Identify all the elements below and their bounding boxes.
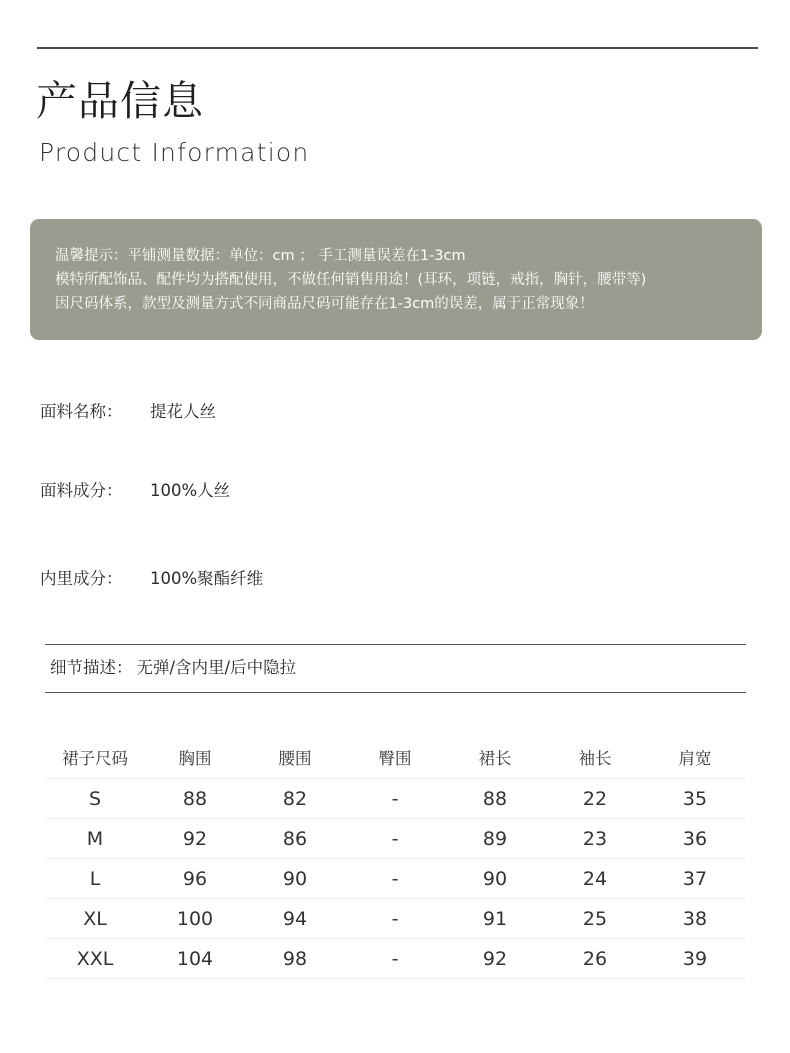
column-header: 腰围 — [278, 749, 312, 768]
table-cell: XXL — [76, 948, 114, 970]
spec-value: 提花人丝 — [150, 402, 216, 421]
column-header: 胸围 — [178, 749, 212, 768]
table-cell: 100 — [176, 908, 214, 930]
table-cell: S — [88, 788, 102, 810]
table-header-row — [45, 740, 746, 779]
table-cell: 24 — [582, 868, 608, 890]
table-cell: 86 — [282, 828, 308, 850]
size-table — [45, 740, 746, 979]
table-cell: 90 — [282, 868, 308, 890]
table-cell: - — [391, 828, 399, 850]
table-cell: L — [89, 868, 101, 890]
column-header: 袖长 — [578, 749, 612, 768]
spec-label: 面料名称： — [40, 402, 123, 421]
table-cell: 88 — [482, 788, 508, 810]
table-cell: - — [391, 908, 399, 930]
notice-line-measurement: 温馨提示：平铺测量数据：单位：cm ； 手工测量误差在1-3cm — [55, 248, 466, 264]
column-header: 臀围 — [378, 749, 412, 768]
table-cell: 37 — [682, 868, 708, 890]
table-cell: - — [391, 788, 399, 810]
table-cell: 88 — [182, 788, 208, 810]
notice-box — [30, 219, 762, 340]
column-header: 肩宽 — [678, 749, 712, 768]
spec-fabric-name — [40, 400, 216, 424]
table-row — [45, 779, 746, 819]
table-row — [45, 859, 746, 899]
page-subtitle: Product Information — [39, 138, 310, 167]
column-header: 裙长 — [478, 749, 512, 768]
table-cell: 98 — [282, 948, 308, 970]
detail-description — [50, 656, 296, 680]
spec-value: 100%聚酯纤维 — [150, 569, 264, 588]
table-cell: 22 — [582, 788, 608, 810]
detail-divider-bottom — [45, 692, 746, 693]
detail-value: 无弹/含内里/后中隐拉 — [136, 658, 297, 677]
table-cell: 96 — [182, 868, 208, 890]
table-cell: 36 — [682, 828, 708, 850]
table-cell: 92 — [182, 828, 208, 850]
table-cell: XL — [83, 908, 107, 930]
table-cell: - — [391, 868, 399, 890]
table-cell: 90 — [482, 868, 508, 890]
page-title: 产品信息 — [36, 77, 204, 125]
table-cell: 26 — [582, 948, 608, 970]
detail-label: 细节描述： — [50, 658, 133, 677]
column-header: 裙子尺码 — [62, 749, 128, 768]
table-cell: 94 — [282, 908, 308, 930]
table-cell: 89 — [482, 828, 508, 850]
top-divider — [37, 47, 758, 49]
table-cell: 35 — [682, 788, 708, 810]
spec-value: 100%人丝 — [150, 481, 231, 500]
table-cell: M — [86, 828, 104, 850]
spec-lining-composition — [40, 567, 264, 591]
table-cell: 92 — [482, 948, 508, 970]
table-cell: - — [391, 948, 399, 970]
table-cell: 25 — [582, 908, 608, 930]
table-row — [45, 899, 746, 939]
spec-fabric-composition — [40, 479, 231, 503]
table-row — [45, 819, 746, 859]
table-cell: 39 — [682, 948, 708, 970]
table-cell: 38 — [682, 908, 708, 930]
table-cell: 91 — [482, 908, 508, 930]
table-cell: 104 — [176, 948, 214, 970]
notice-line-size-variance: 因尺码体系，款型及测量方式不同商品尺码可能存在1-3cm的误差，属于正常现象！ — [55, 296, 594, 312]
table-cell: 23 — [582, 828, 608, 850]
notice-line-accessories: 模特所配饰品、配件均为搭配使用，不做任何销售用途！(耳环，项链，戒指，胸针，腰带等) — [55, 272, 647, 288]
table-row — [45, 939, 746, 979]
spec-label: 内里成分： — [40, 569, 123, 588]
table-cell: 82 — [282, 788, 308, 810]
spec-label: 面料成分： — [40, 481, 123, 500]
detail-divider-top — [45, 644, 746, 645]
